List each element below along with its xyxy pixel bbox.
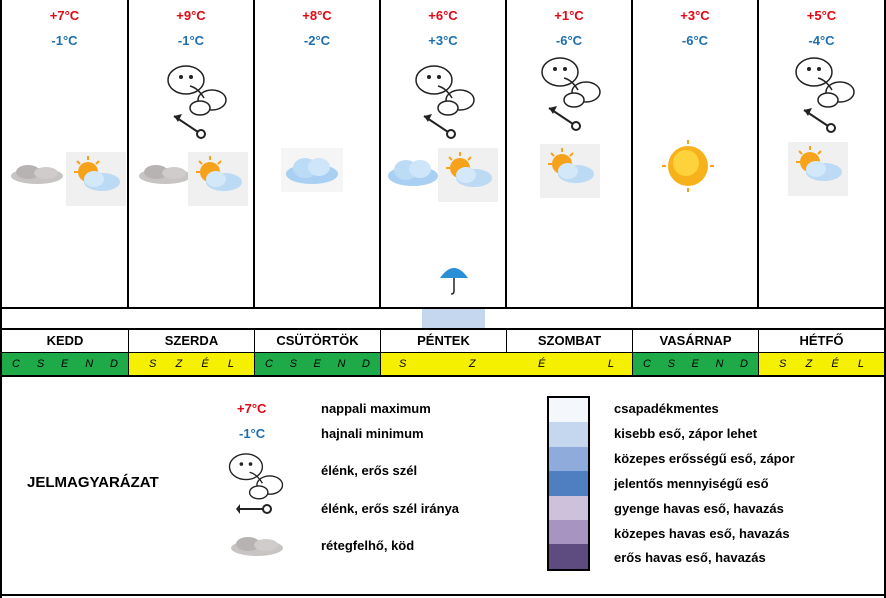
precip-label: csapadékmentes (614, 401, 719, 416)
partly-sunny-icon (188, 152, 248, 206)
wind-letter: N (715, 358, 724, 370)
wind-letter: D (362, 358, 370, 370)
min-temp: -2°C (303, 33, 331, 48)
wind-status-vasarnap (633, 353, 758, 375)
day-label-szerda: SZERDA (164, 333, 219, 348)
min-temp: -6°C (681, 33, 709, 48)
day-label-szombat: SZOMBAT (537, 333, 602, 348)
legend-title: JELMAGYARÁZAT (27, 474, 159, 491)
partly-sunny-icon (438, 148, 498, 202)
wind-letter: S (36, 358, 45, 370)
wind-status-kedd (2, 353, 128, 375)
cloud-icon (385, 152, 441, 192)
wind-letter: É (538, 358, 546, 370)
min-temp: -1°C (51, 33, 78, 48)
wind-letter: L (857, 358, 864, 370)
legend-wind-dir-label: élénk, erős szél iránya (321, 501, 460, 516)
legend-max-label: nappali maximum (321, 401, 431, 416)
wind-letter: S (399, 358, 407, 370)
min-temp: -6°C (555, 33, 583, 48)
min-temp: -1°C (177, 33, 205, 48)
legend-sample-min: -1°C (239, 426, 266, 441)
wind-letter: C (265, 358, 273, 370)
precip-swatch (549, 447, 588, 471)
wind-letter: N (337, 358, 346, 370)
strong-wind-icon (790, 52, 860, 110)
sun-icon (656, 138, 720, 194)
precip-label: kisebb eső, zápor lehet (614, 426, 758, 441)
wind-status-csutortok (255, 353, 380, 375)
strong-wind-icon (410, 60, 480, 118)
max-temp: +7°C (49, 8, 80, 23)
wind-letter: S (149, 358, 157, 370)
precip-color-scale (547, 396, 590, 571)
day-label-vasarnap: VASÁRNAP (659, 333, 732, 348)
wind-direction-icon (420, 112, 460, 142)
wind-letter: D (740, 358, 748, 370)
max-temp: +6°C (428, 8, 458, 23)
wind-direction-icon (800, 106, 840, 136)
day-label-hetfo: HÉTFŐ (799, 333, 844, 348)
max-temp: +8°C (302, 8, 332, 23)
cloud-icon (281, 148, 343, 192)
max-temp: +9°C (176, 8, 206, 23)
partly-sunny-icon (66, 152, 126, 206)
precip-swatch (549, 398, 588, 422)
legend-wind-direction-icon (234, 500, 274, 518)
row-divider (0, 375, 886, 377)
max-temp: +3°C (680, 8, 710, 23)
wind-direction-icon (545, 104, 585, 134)
day-label-csutortok: CSÜTÖRTÖK (276, 333, 359, 348)
wind-letter: L (227, 358, 234, 370)
wind-letter: É (831, 358, 839, 370)
legend-min-label: hajnali minimum (321, 426, 424, 441)
wind-status-hetfo (759, 353, 884, 375)
wind-letter: E (691, 358, 699, 370)
precip-swatch (549, 496, 588, 520)
min-temp: +3°C (428, 33, 458, 48)
strong-wind-icon (162, 60, 232, 118)
legend-fog-icon (228, 532, 286, 560)
legend-wind-label: élénk, erős szél (321, 463, 418, 478)
precip-swatch (549, 422, 588, 446)
precip-label: közepes erősségű eső, zápor (614, 451, 795, 466)
wind-letter: S (667, 358, 675, 370)
precip-indicator-pentek (422, 309, 485, 328)
wind-letter: Z (805, 358, 813, 370)
wind-letter: Z (175, 358, 183, 370)
wind-letter: C (12, 358, 20, 370)
precip-label: közepes havas eső, havazás (614, 526, 790, 541)
wind-letter: N (85, 358, 94, 370)
outer-border-bottom (0, 594, 886, 596)
wind-status-pentek-szombat (381, 353, 632, 375)
precip-label: jelentős mennyiségű eső (614, 476, 769, 491)
fog-icon (8, 160, 66, 188)
partly-sunny-icon (540, 144, 600, 198)
wind-status-szerda (129, 353, 254, 375)
wind-letter: Z (468, 358, 476, 370)
precip-swatch (549, 544, 588, 568)
legend-sample-max: +7°C (237, 401, 267, 416)
strong-wind-icon (536, 52, 606, 110)
wind-direction-icon (170, 112, 210, 142)
day-label-kedd: KEDD (46, 333, 84, 348)
umbrella-icon (438, 262, 470, 296)
precip-label: erős havas eső, havazás (614, 550, 766, 565)
precip-label: gyenge havas eső, havazás (614, 501, 784, 516)
legend-fog-label: rétegfelhő, köd (321, 538, 415, 553)
wind-letter: L (607, 358, 614, 370)
wind-letter: S (779, 358, 787, 370)
wind-letter: D (110, 358, 118, 370)
wind-letter: C (643, 358, 651, 370)
day-label-pentek: PÉNTEK (417, 333, 470, 348)
fog-icon (136, 160, 194, 188)
partly-sunny-icon (788, 142, 848, 196)
wind-letter: S (289, 358, 297, 370)
wind-letter: E (61, 358, 69, 370)
wind-letter: E (313, 358, 321, 370)
legend-strong-wind-icon (224, 448, 288, 502)
wind-letter: É (201, 358, 209, 370)
min-temp: -4°C (808, 33, 835, 48)
precip-swatch (549, 520, 588, 544)
max-temp: +1°C (554, 8, 584, 23)
max-temp: +5°C (806, 8, 837, 23)
precip-swatch (549, 471, 588, 495)
